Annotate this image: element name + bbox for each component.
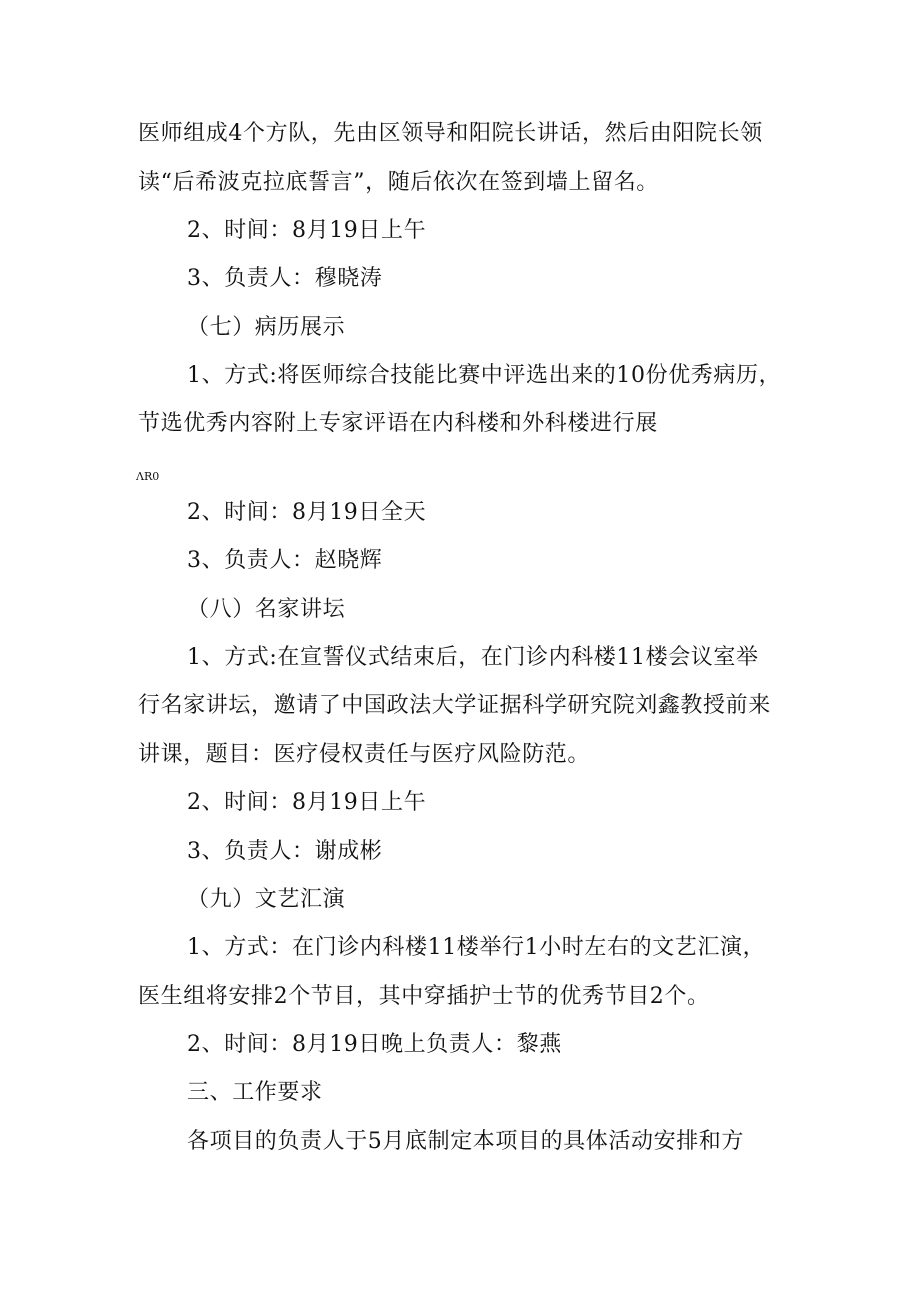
method-line-8-2: 行名家讲坛，邀请了中国政法大学证据科学研究院刘鑫教授前来 [138,693,771,718]
section-heading-8: （八）名家讲坛 [187,597,346,622]
method-line-8-3: 讲课，题目：医疗侵权责任与医疗风险防范。 [138,742,591,767]
time-line-1: 2、时间：8月19日上午 [187,218,427,243]
method-line-7-1: 1、方式:将医师综合技能比赛中评选出来的10份优秀病历， [187,363,782,388]
body-line-2: 读“后希波克拉底誓言”，随后依次在签到墙上留名。 [138,170,659,195]
body-line-1: 医师组成4个方队，先由区领导和阳院长讲话，然后由阳院长领 [138,121,763,146]
section-heading-9: （九）文艺汇演 [187,887,346,912]
work-requirements-heading: 三、工作要求 [187,1080,323,1105]
section-heading-7: （七）病历展示 [187,315,346,340]
method-line-8-1: 1、方式:在宣誓仪式结束后，在门诊内科楼11楼会议室举 [187,645,759,670]
method-line-9-2: 医生组将安排2个节目，其中穿插护士节的优秀节目2个。 [138,984,710,1009]
ocr-fragment: ΛR0 [136,470,160,483]
time-line-3: 2、时间：8月19日上午 [187,790,427,815]
owner-line-3: 3、负责人：谢成彬 [187,839,383,864]
requirements-line-1: 各项目的负责人于5月底制定本项目的具体活动安排和方 [187,1129,744,1154]
owner-line-2: 3、负责人：赵晓辉 [187,548,383,573]
time-line-2: 2、时间：8月19日全天 [187,500,427,525]
owner-line-1: 3、负责人：穆晓涛 [187,266,383,291]
method-line-9-1: 1、方式：在门诊内科楼11楼举行1小时左右的文艺汇演， [187,935,766,960]
time-owner-line-9: 2、时间：8月19日晚上负责人：黎燕 [187,1032,562,1057]
method-line-7-2: 节选优秀内容附上专家评语在内科楼和外科楼进行展 [138,411,658,436]
